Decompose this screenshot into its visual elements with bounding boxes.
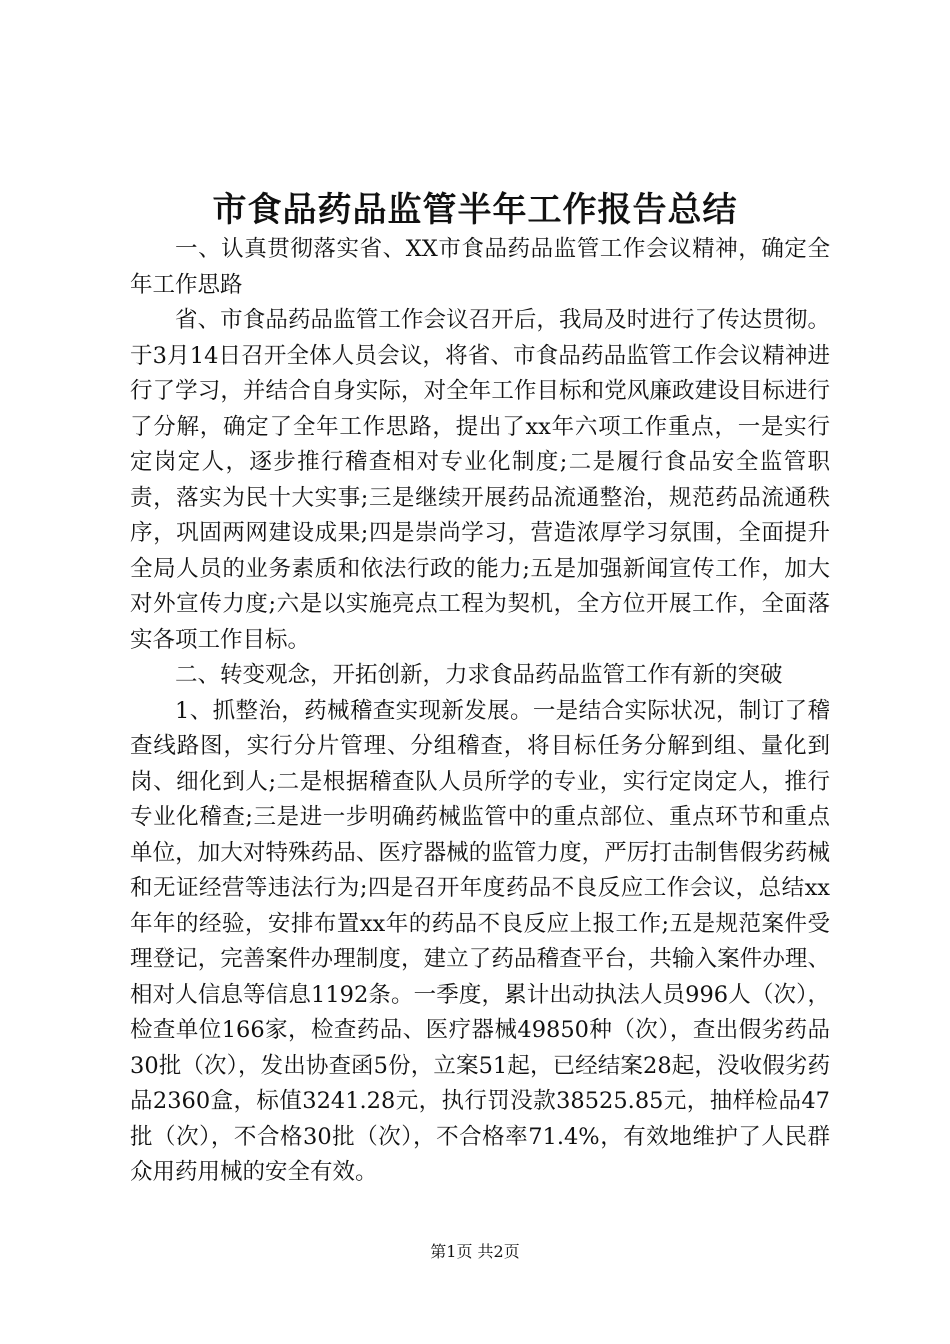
section-heading-1: 一、认真贯彻落实省、XX市食品药品监管工作会议精神，确定全年工作思路 — [130, 236, 830, 298]
section-heading-2: 二、转变观念，开拓创新，力求食品药品监管工作有新的突破 — [175, 662, 783, 688]
document-body — [130, 232, 830, 1191]
body-paragraph-1: 省、市食品药品监管工作会议召开后，我局及时进行了传达贯彻。于3月14日召开全体人员会议，将省、市食品药品监管工作会议精神进行了学习，并结合自身实际，对全年工作目标和党风廉政建设目标进行了分解，确定了全年工作思路，提出了xx年六项工作重点，一是实行定岗定人，逐步推行稽查相对专业化制度;二是履行食品安全监管职责，落实为民十大实事;三是继续开展药品流通整治，规范药品流通秩序，巩固两网建设成果;四是崇尚学习，营造浓厚学习氛围，全面提升全局人员的业务素质和依法行政的能力;五是加强新闻宣传工作，加大对外宣传力度;六是以实施亮点工程为契机，全方位开展工作，全面落实各项工作目标。 — [130, 307, 830, 653]
document-title: 市食品药品监管半年工作报告总结 — [212, 190, 738, 230]
body-paragraph-2: 1、抓整治，药械稽查实现新发展。一是结合实际状况，制订了稽查线路图，实行分片管理、分组稽查，将目标任务分解到组、量化到岗、细化到人;二是根据稽查队人员所学的专业，实行定岗定人，推行专业化稽查;三是进一步明确药械监管中的重点部位、重点环节和重点单位，加大对特殊药品、医疗器械的监管力度，严厉打击制售假劣药械和无证经营等违法行为;四是召开年度药品不良反应工作会议，总结xx年年的经验，安排布置xx年的药品不良反应上报工作;五是规范案件受理登记，完善案件办理制度，建立了药品稽查平台，共输入案件办理、相对人信息等信息1192条。一季度，累计出动执法人员996人（次），检查单位166家，检查药品、医疗器械49850种（次），查出假劣药品30批（次），发出协查函5份，立案51起，已经结案28起，没收假劣药品2360盒，标值3241.28元，执行罚没款38525.85元，抽样检品47批（次），不合格30批（次），不合格率71.4%，有效地维护了人民群众用药用械的安全有效。 — [130, 697, 830, 1185]
page-footer: 第1页 共2页 — [430, 1242, 520, 1261]
